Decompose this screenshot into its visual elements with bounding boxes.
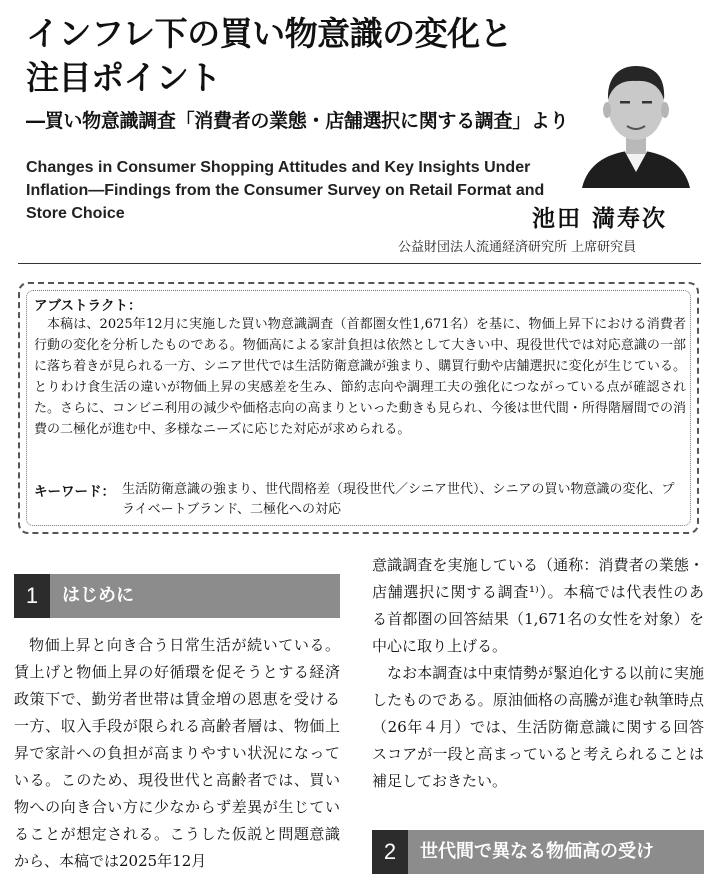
section-number-2: 2 (372, 830, 408, 874)
article-subtitle: ―買い物意識調査「消費者の業態・店舗選択に関する調査」より (26, 110, 569, 132)
body-left-column: 物価上昇と向き合う日常生活が続いている。賃上げと物価上昇の好循環を促そうとする経済政策下で、勤労者世帯は賃金増の恩恵を受ける一方、収入手段が限られる高齢者層は、物価上昇で家計への負担が高まりやすい状況になっている。このため、現役世代と高齢者では、買い物への向き合い方に少なからず差異が生じていることが想定される。こうした仮説と問題意識から、本稿では2025年12月 (14, 636, 340, 870)
title-line-1: インフレ下の買い物意識の変化と (26, 14, 513, 53)
author-name: 池田 満寿次 (532, 206, 668, 232)
english-title: Changes in Consumer Shopping Attitudes and Key Insights Under Inflation—Findings from the Consumer Survey on Retail Format and Store Choice (26, 159, 545, 222)
title-line-2: 注目ポイント (26, 58, 221, 97)
abstract-body: 本稿は、2025年12月に実施した買い物意識調査（首都圏女性1,671名）を基に、物価上昇下における消費者行動の変化を分析したものである。物価高による家計負担は依然として大きい中、現役世代では対応意識の一部に落ち着きが見られる一方、シニア世代では生活防衛意識が強まり、購買行動や店舗選択に変化が生じている。とりわけ食生活の違いが物価上昇の実感差を生み、節約志向や調理工夫の強化につながっている点が確認された。さらに、コンビニ利用の減少や価格志向の高まりといった動きも見られ、今後は世代間・所得階層間での消費の二極化が進む中、多様なニーズに応じた対応が求められる。 (34, 317, 686, 437)
keywords-label: キーワード： (34, 484, 115, 500)
header-rule (18, 263, 701, 264)
section-title-2: 世代間で異なる物価高の受け (420, 841, 654, 862)
abstract-box (18, 282, 699, 534)
section-heading-2 (372, 830, 704, 874)
abstract-label: アブストラクト： (34, 298, 142, 314)
article-title (26, 12, 586, 100)
section-title-1: はじめに (62, 585, 134, 606)
body-right-column-paragraph-2: なお本調査は中東情勢が緊迫化する以前に実施したものである。原油価格の高騰が進む執筆時点（26年４月）では、生活防衛意識に関する回答スコアが一段と高まっていると考えられることは補足しておきたい。 (372, 664, 704, 790)
keywords-text: 生活防衛意識の強まり、世代間格差（現役世代／シニア世代）、シニアの買い物意識の変化、プライベートブランド、二極化への対応 (122, 482, 675, 517)
author-affiliation: 公益財団法人流通経済研究所 上席研究員 (398, 240, 637, 255)
author-photo (574, 54, 698, 188)
section-heading-1 (14, 574, 340, 618)
section-number-1: 1 (14, 574, 50, 618)
body-right-column-paragraph-1: 意識調査を実施している（通称：消費者の業態・店舗選択に関する調査¹⁾）。本稿では代表性のある首都圏の回答結果（1,671名の女性を対象）を中心に取り上げる。 (372, 556, 704, 655)
